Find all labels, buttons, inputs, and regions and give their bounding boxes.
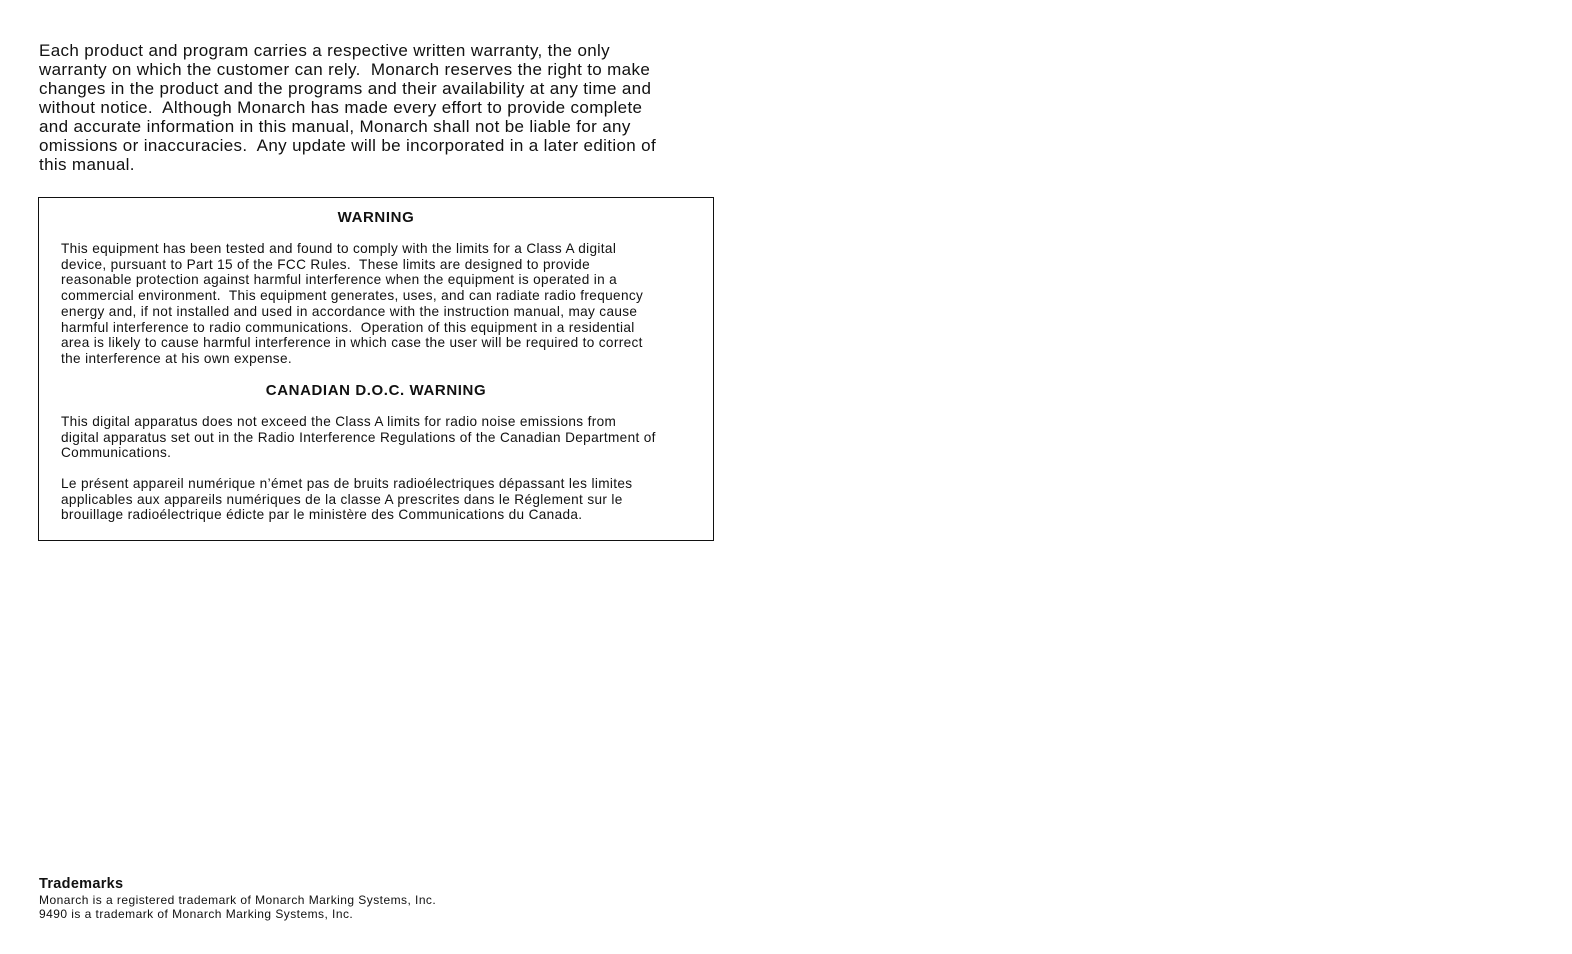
fcc-warning-line: harmful interference to radio communications. Operation of this equipment in a residential xyxy=(61,319,635,335)
warranty-line: and accurate information in this manual, Monarch shall not be liable for any xyxy=(39,117,631,136)
fcc-warning-text xyxy=(61,241,713,367)
fcc-warning-line: This equipment has been tested and found to comply with the limits for a Class A digital xyxy=(61,241,617,256)
fcc-warning-line: device, pursuant to Part 15 of the FCC Rules. These limits are designed to provide xyxy=(61,256,591,272)
fcc-warning-line: energy and, if not installed and used in accordance with the instruction manual, may cause xyxy=(61,303,638,319)
fcc-warning-heading: WARNING xyxy=(337,209,415,226)
warranty-line: Each product and program carries a respective written warranty, the only xyxy=(39,41,611,60)
fcc-warning-line: the interference at his own expense. xyxy=(61,350,292,366)
fcc-warning-line: commercial environment. This equipment generates, uses, and can radiate radio frequency xyxy=(61,288,644,304)
doc-french-line: brouillage radioélectrique édicte par le ministère des Communications du Canada. xyxy=(61,507,583,523)
trademarks-heading: Trademarks xyxy=(39,876,124,892)
trademark-line: 9490 is a trademark of Monarch Marking Systems, Inc. xyxy=(39,907,354,921)
doc-english-line: Communications. xyxy=(61,445,172,461)
warranty-line: omissions or inaccuracies. Any update will be incorporated in a later edition of xyxy=(39,136,657,155)
warranty-line: warranty on which the customer can rely. Monarch reserves the right to make xyxy=(39,60,651,79)
doc-french-line: applicables aux appareils numériques de la classe A prescrites dans le Réglement sur le xyxy=(61,491,623,507)
warranty-line: without notice. Although Monarch has made every effort to provide complete xyxy=(39,98,643,117)
warranty-line: changes in the product and the programs and their availability at any time and xyxy=(39,79,652,98)
warranty-disclaimer xyxy=(39,41,719,174)
fcc-warning-line: area is likely to cause harmful interference in which case the user will be required to correct xyxy=(61,335,643,351)
canadian-doc-english-text xyxy=(61,414,713,461)
doc-english-line: digital apparatus set out in the Radio Interference Regulations of the Canadian Department of xyxy=(61,429,656,445)
doc-english-line: This digital apparatus does not exceed the Class A limits for radio noise emissions from xyxy=(61,414,617,429)
fcc-warning-line: reasonable protection against harmful interference when the equipment is operated in a xyxy=(61,272,618,288)
warranty-line: this manual. xyxy=(39,155,135,174)
canadian-doc-french-text xyxy=(61,476,713,523)
trademarks-section xyxy=(39,876,639,921)
doc-french-line: Le présent appareil numérique n’émet pas de bruits radioélectriques dépassant les limites xyxy=(61,476,633,491)
trademark-line: Monarch is a registered trademark of Monarch Marking Systems, Inc. xyxy=(39,893,437,907)
canadian-doc-warning-heading: CANADIAN D.O.C. WARNING xyxy=(265,382,487,399)
regulatory-warning-box xyxy=(38,197,714,541)
